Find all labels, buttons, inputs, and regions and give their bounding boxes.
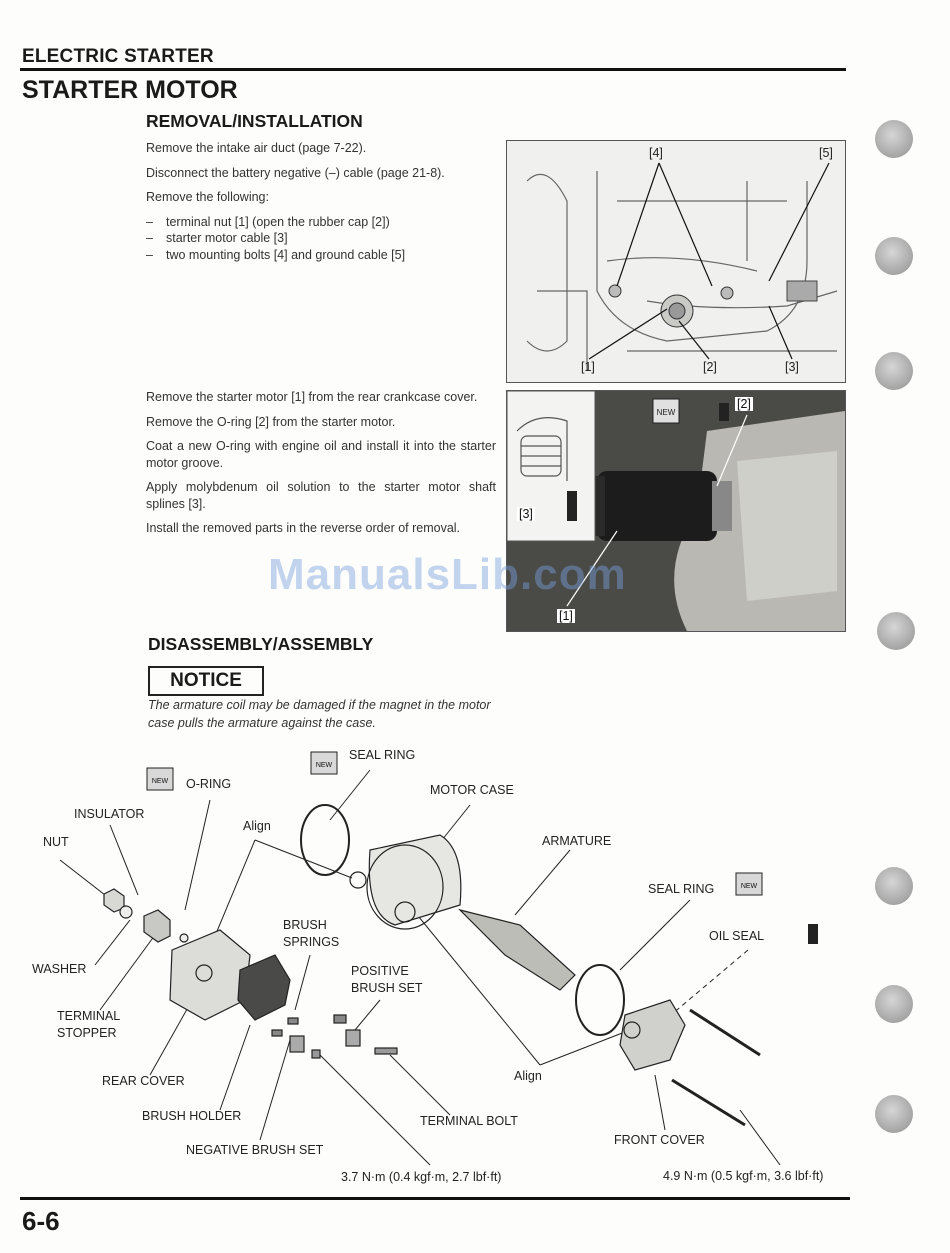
install-step: Remove the O-ring [2] from the starter motor. <box>146 414 396 429</box>
label-terminal-bolt: TERMINAL BOLT <box>420 1114 518 1128</box>
list-item: – terminal nut [1] (open the rubber cap [2]) <box>146 214 390 229</box>
removal-steps <box>146 140 496 263</box>
label-torque-right: 4.9 N·m (0.5 kgf·m, 3.6 lbf·ft) <box>663 1169 824 1183</box>
new-badge-icon: NEW <box>315 762 333 769</box>
binder-tab <box>875 120 913 158</box>
watermark: ManualsLib.com <box>268 550 627 599</box>
new-badge-icon: NEW <box>151 778 169 785</box>
binder-tab <box>875 237 913 275</box>
label-torque-left: 3.7 N·m (0.4 kgf·m, 2.7 lbf·ft) <box>341 1170 502 1184</box>
label-front-cover: FRONT COVER <box>614 1133 705 1147</box>
label-align-bottom: Align <box>514 1069 542 1083</box>
label-seal-ring-top: SEAL RING <box>349 748 416 762</box>
photo2-label-3: [3] <box>519 507 533 521</box>
binder-tab <box>877 612 915 650</box>
removal-step: Disconnect the battery negative (–) cable (page 21-8). <box>146 165 445 180</box>
label-oil-seal: OIL SEAL <box>709 929 765 943</box>
label-rear-cover: REAR COVER <box>102 1074 185 1088</box>
label-terminal-stopper: TERMINAL STOPPER <box>57 1009 120 1040</box>
notice-label: NOTICE <box>148 666 264 696</box>
list-item: – starter motor cable [3] <box>146 231 288 245</box>
photo1-label-1: [1] <box>581 360 595 374</box>
removal-heading: REMOVAL/INSTALLATION <box>146 111 363 131</box>
engine-photo-top <box>506 140 846 383</box>
list-item: – two mounting bolts [4] and ground cable [5] <box>146 247 406 262</box>
page-number: 6-6 <box>22 1206 60 1236</box>
install-step: Install the removed parts in the reverse order of removal. <box>146 521 461 535</box>
photo2-label-2: [2] <box>737 397 751 411</box>
removal-bullets <box>146 214 496 264</box>
page-title: STARTER MOTOR <box>22 76 238 104</box>
label-negative-brush-set: NEGATIVE BRUSH SET <box>186 1143 324 1157</box>
disassembly-heading: DISASSEMBLY/ASSEMBLY <box>148 634 374 654</box>
photo1-label-2: [2] <box>703 360 717 374</box>
label-align-top: Align <box>243 819 271 833</box>
label-o-ring: O-RING <box>186 777 232 791</box>
label-motor-case: MOTOR CASE <box>430 783 514 797</box>
label-brush-springs: BRUSH SPRINGS <box>283 918 340 949</box>
footer-rule <box>20 1197 850 1200</box>
install-steps <box>146 389 496 545</box>
install-step: Remove the starter motor [1] from the rear crankcase cover. <box>146 390 478 404</box>
section-title: ELECTRIC STARTER <box>22 46 214 67</box>
removal-step: Remove the following: <box>146 190 269 204</box>
binder-tab <box>875 1095 913 1133</box>
label-seal-ring-right: SEAL RING <box>648 882 715 896</box>
binder-tab <box>875 985 913 1023</box>
label-washer: WASHER <box>32 962 87 976</box>
photo1-label-3: [3] <box>785 360 799 374</box>
notice-text: The armature coil may be damaged if the magnet in the motor case pulls the armature against the case. <box>148 698 491 730</box>
binder-tab <box>875 352 913 390</box>
new-badge-icon: NEW <box>740 883 758 890</box>
install-step: Coat a new O-ring with engine oil and install it into the starter motor groove. <box>146 439 496 470</box>
label-brush-holder: BRUSH HOLDER <box>142 1109 242 1123</box>
label-insulator: INSULATOR <box>74 807 145 821</box>
photo2-label-1: [1] <box>559 609 573 623</box>
binder-tab <box>875 867 913 905</box>
label-positive-brush-set: POSITIVE BRUSH SET <box>351 964 423 995</box>
engine-photo-top-drawing <box>507 141 845 382</box>
label-armature: ARMATURE <box>542 834 612 848</box>
photo1-label-5: [5] <box>819 146 833 160</box>
new-badge-icon: NEW <box>656 408 676 417</box>
photo1-label-4: [4] <box>649 146 663 160</box>
label-nut: NUT <box>43 835 69 849</box>
header-rule <box>20 68 846 71</box>
removal-step: Remove the intake air duct (page 7-22). <box>146 141 367 155</box>
oil-can-icon <box>808 924 818 944</box>
install-step: Apply molybdenum oil solution to the starter motor shaft splines [3]. <box>146 480 496 511</box>
